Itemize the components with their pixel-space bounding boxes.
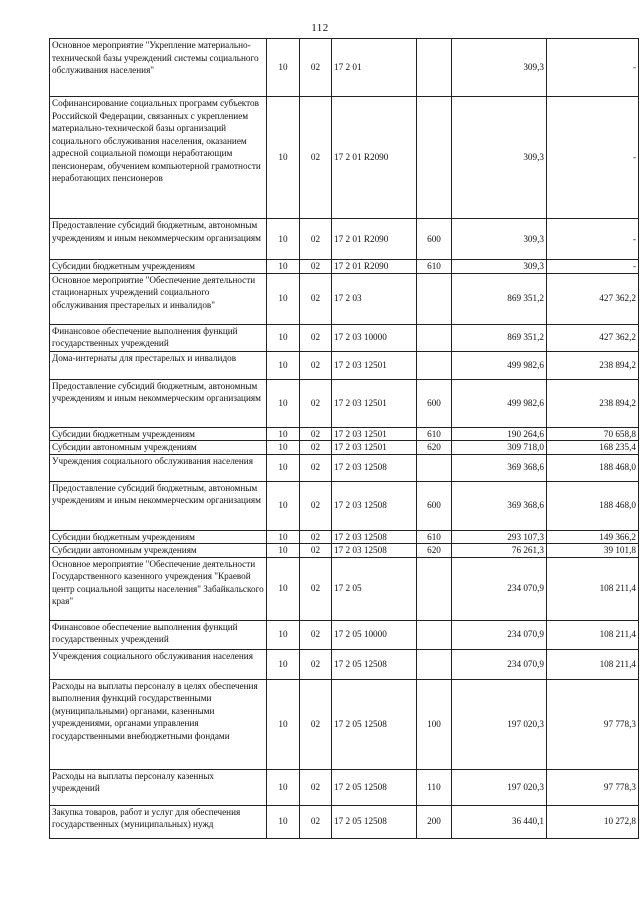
table-row bbox=[50, 97, 639, 219]
row-name: Основное мероприятие "Обеспечение деятельности Государственного казенного учреждения "Краевой центр социальной защиты населения" Забайкальского края" bbox=[50, 557, 267, 620]
table-row bbox=[50, 219, 639, 260]
row-target-code: 17 2 03 10000 bbox=[332, 324, 417, 351]
row-section: 10 bbox=[267, 324, 300, 351]
row-amount-year2: - bbox=[547, 39, 639, 97]
page-number: 112 bbox=[311, 22, 329, 34]
row-amount-year2: 97 778,3 bbox=[547, 769, 639, 805]
row-section: 10 bbox=[267, 454, 300, 481]
row-amount-year2: 39 101,8 bbox=[547, 544, 639, 558]
row-target-code: 17 2 03 12501 bbox=[332, 379, 417, 427]
row-subsection: 02 bbox=[300, 620, 332, 649]
row-amount-year1: 499 982,6 bbox=[452, 351, 547, 379]
row-expense-type: 620 bbox=[417, 441, 452, 455]
table-row bbox=[50, 530, 639, 544]
table-row bbox=[50, 351, 639, 379]
row-subsection: 02 bbox=[300, 324, 332, 351]
table-row bbox=[50, 427, 639, 441]
row-amount-year1: 869 351,2 bbox=[452, 273, 547, 324]
row-amount-year1: 499 982,6 bbox=[452, 379, 547, 427]
row-section: 10 bbox=[267, 544, 300, 558]
row-amount-year1: 190 264,6 bbox=[452, 427, 547, 441]
row-expense-type: 620 bbox=[417, 544, 452, 558]
row-amount-year2: 188 468,0 bbox=[547, 454, 639, 481]
table-row bbox=[50, 379, 639, 427]
row-subsection: 02 bbox=[300, 544, 332, 558]
row-expense-type: 610 bbox=[417, 427, 452, 441]
row-name: Финансовое обеспечение выполнения функций государственных учреждений bbox=[50, 620, 267, 649]
row-expense-type bbox=[417, 273, 452, 324]
row-amount-year2: 427 362,2 bbox=[547, 273, 639, 324]
row-expense-type: 610 bbox=[417, 530, 452, 544]
row-target-code: 17 2 01 bbox=[332, 39, 417, 97]
row-target-code: 17 2 01 R2090 bbox=[332, 260, 417, 274]
row-subsection: 02 bbox=[300, 427, 332, 441]
row-section: 10 bbox=[267, 620, 300, 649]
table-row bbox=[50, 260, 639, 274]
row-target-code: 17 2 03 bbox=[332, 273, 417, 324]
row-target-code: 17 2 03 12508 bbox=[332, 454, 417, 481]
row-section: 10 bbox=[267, 679, 300, 769]
row-target-code: 17 2 03 12508 bbox=[332, 544, 417, 558]
row-subsection: 02 bbox=[300, 679, 332, 769]
row-amount-year1: 309,3 bbox=[452, 39, 547, 97]
budget-table-body bbox=[50, 39, 639, 839]
row-amount-year2: - bbox=[547, 97, 639, 219]
row-expense-type bbox=[417, 557, 452, 620]
row-name: Учреждения социального обслуживания населения bbox=[50, 649, 267, 679]
row-target-code: 17 2 03 12508 bbox=[332, 530, 417, 544]
row-section: 10 bbox=[267, 379, 300, 427]
table-row bbox=[50, 805, 639, 838]
table-row bbox=[50, 544, 639, 558]
row-name: Предоставление субсидий бюджетным, автономным учреждениям и иным некоммерческим организациям bbox=[50, 379, 267, 427]
row-expense-type bbox=[417, 324, 452, 351]
row-name: Софинансирование социальных программ субъектов Российской Федерации, связанных с укреплением материально-технической базы организаций социального обслуживания населения, оказанием адресной социальной помощи неработающим пенсионерам, обучением компьютерной грамотности неработающих пенсионеров bbox=[50, 97, 267, 219]
row-amount-year2: - bbox=[547, 219, 639, 260]
table-row bbox=[50, 454, 639, 481]
row-section: 10 bbox=[267, 530, 300, 544]
row-target-code: 17 2 03 12508 bbox=[332, 481, 417, 530]
table-row bbox=[50, 649, 639, 679]
row-subsection: 02 bbox=[300, 557, 332, 620]
row-name: Субсидии автономным учреждениям bbox=[50, 544, 267, 558]
row-target-code: 17 2 01 R2090 bbox=[332, 219, 417, 260]
row-amount-year1: 76 261,3 bbox=[452, 544, 547, 558]
row-name: Субсидии автономным учреждениям bbox=[50, 441, 267, 455]
table-row bbox=[50, 620, 639, 649]
table-row bbox=[50, 39, 639, 97]
row-expense-type: 600 bbox=[417, 481, 452, 530]
row-subsection: 02 bbox=[300, 260, 332, 274]
row-target-code: 17 2 05 12508 bbox=[332, 679, 417, 769]
row-amount-year2: 108 211,4 bbox=[547, 649, 639, 679]
row-expense-type bbox=[417, 39, 452, 97]
row-section: 10 bbox=[267, 219, 300, 260]
row-amount-year1: 309,3 bbox=[452, 97, 547, 219]
row-name: Расходы на выплаты персоналу казенных учреждений bbox=[50, 769, 267, 805]
row-name: Закупка товаров, работ и услуг для обеспечения государственных (муниципальных) нужд bbox=[50, 805, 267, 838]
row-name: Учреждения социального обслуживания населения bbox=[50, 454, 267, 481]
row-expense-type bbox=[417, 97, 452, 219]
row-target-code: 17 2 05 12508 bbox=[332, 805, 417, 838]
row-amount-year1: 234 070,9 bbox=[452, 557, 547, 620]
row-expense-type bbox=[417, 620, 452, 649]
row-amount-year2: 70 658,8 bbox=[547, 427, 639, 441]
row-subsection: 02 bbox=[300, 219, 332, 260]
row-expense-type bbox=[417, 351, 452, 379]
row-name: Субсидии бюджетным учреждениям bbox=[50, 530, 267, 544]
row-target-code: 17 2 05 12508 bbox=[332, 649, 417, 679]
row-amount-year1: 309 718,0 bbox=[452, 441, 547, 455]
row-amount-year1: 197 020,3 bbox=[452, 679, 547, 769]
row-subsection: 02 bbox=[300, 530, 332, 544]
row-subsection: 02 bbox=[300, 441, 332, 455]
row-amount-year1: 369 368,6 bbox=[452, 481, 547, 530]
row-amount-year1: 309,3 bbox=[452, 219, 547, 260]
row-amount-year1: 234 070,9 bbox=[452, 649, 547, 679]
row-target-code: 17 2 03 12501 bbox=[332, 427, 417, 441]
row-expense-type: 110 bbox=[417, 769, 452, 805]
row-name: Расходы на выплаты персоналу в целях обеспечения выполнения функций государственными (муниципальными) органами, казенными учреждениями, органами управления государственными внебюджетными фондами bbox=[50, 679, 267, 769]
row-expense-type bbox=[417, 649, 452, 679]
row-section: 10 bbox=[267, 273, 300, 324]
row-name: Субсидии бюджетным учреждениям bbox=[50, 427, 267, 441]
row-amount-year1: 869 351,2 bbox=[452, 324, 547, 351]
row-section: 10 bbox=[267, 97, 300, 219]
row-section: 10 bbox=[267, 481, 300, 530]
row-section: 10 bbox=[267, 260, 300, 274]
row-amount-year2: 10 272,8 bbox=[547, 805, 639, 838]
row-subsection: 02 bbox=[300, 769, 332, 805]
row-amount-year1: 234 070,9 bbox=[452, 620, 547, 649]
row-target-code: 17 2 05 bbox=[332, 557, 417, 620]
row-section: 10 bbox=[267, 351, 300, 379]
row-expense-type: 600 bbox=[417, 219, 452, 260]
row-subsection: 02 bbox=[300, 454, 332, 481]
row-subsection: 02 bbox=[300, 481, 332, 530]
row-section: 10 bbox=[267, 427, 300, 441]
row-target-code: 17 2 03 12501 bbox=[332, 441, 417, 455]
row-expense-type: 610 bbox=[417, 260, 452, 274]
table-row bbox=[50, 481, 639, 530]
row-amount-year2: 149 366,2 bbox=[547, 530, 639, 544]
table-row bbox=[50, 769, 639, 805]
row-expense-type bbox=[417, 454, 452, 481]
row-section: 10 bbox=[267, 557, 300, 620]
row-amount-year2: 238 894,2 bbox=[547, 379, 639, 427]
row-expense-type: 200 bbox=[417, 805, 452, 838]
row-section: 10 bbox=[267, 39, 300, 97]
row-amount-year1: 369 368,6 bbox=[452, 454, 547, 481]
row-amount-year2: 108 211,4 bbox=[547, 557, 639, 620]
row-target-code: 17 2 01 R2090 bbox=[332, 97, 417, 219]
row-name: Дома-интернаты для престарелых и инвалидов bbox=[50, 351, 267, 379]
table-row bbox=[50, 441, 639, 455]
row-amount-year2: 238 894,2 bbox=[547, 351, 639, 379]
table-row bbox=[50, 273, 639, 324]
row-expense-type: 100 bbox=[417, 679, 452, 769]
row-section: 10 bbox=[267, 805, 300, 838]
row-name: Основное мероприятие "Обеспечение деятельности стационарных учреждений социального обслуживания престарелых и инвалидов" bbox=[50, 273, 267, 324]
table-row bbox=[50, 557, 639, 620]
row-amount-year2: 97 778,3 bbox=[547, 679, 639, 769]
row-subsection: 02 bbox=[300, 379, 332, 427]
row-subsection: 02 bbox=[300, 805, 332, 838]
row-amount-year2: 108 211,4 bbox=[547, 620, 639, 649]
row-name: Финансовое обеспечение выполнения функций государственных учреждений bbox=[50, 324, 267, 351]
row-section: 10 bbox=[267, 441, 300, 455]
row-section: 10 bbox=[267, 769, 300, 805]
row-amount-year1: 293 107,3 bbox=[452, 530, 547, 544]
row-subsection: 02 bbox=[300, 351, 332, 379]
row-target-code: 17 2 05 10000 bbox=[332, 620, 417, 649]
row-name: Предоставление субсидий бюджетным, автономным учреждениям и иным некоммерческим организациям bbox=[50, 219, 267, 260]
row-target-code: 17 2 03 12501 bbox=[332, 351, 417, 379]
row-name: Основное мероприятие "Укрепление материально-технической базы учреждений системы социального обслуживания населения" bbox=[50, 39, 267, 97]
budget-table bbox=[49, 38, 639, 839]
row-amount-year2: 188 468,0 bbox=[547, 481, 639, 530]
row-amount-year1: 197 020,3 bbox=[452, 769, 547, 805]
row-target-code: 17 2 05 12508 bbox=[332, 769, 417, 805]
row-amount-year1: 36 440,1 bbox=[452, 805, 547, 838]
row-subsection: 02 bbox=[300, 39, 332, 97]
table-row bbox=[50, 679, 639, 769]
row-amount-year2: 168 235,4 bbox=[547, 441, 639, 455]
row-amount-year1: 309,3 bbox=[452, 260, 547, 274]
row-expense-type: 600 bbox=[417, 379, 452, 427]
row-subsection: 02 bbox=[300, 97, 332, 219]
row-amount-year2: - bbox=[547, 260, 639, 274]
table-row bbox=[50, 324, 639, 351]
row-name: Субсидии бюджетным учреждениям bbox=[50, 260, 267, 274]
row-subsection: 02 bbox=[300, 649, 332, 679]
row-subsection: 02 bbox=[300, 273, 332, 324]
row-amount-year2: 427 362,2 bbox=[547, 324, 639, 351]
row-section: 10 bbox=[267, 649, 300, 679]
row-name: Предоставление субсидий бюджетным, автономным учреждениям и иным некоммерческим организациям bbox=[50, 481, 267, 530]
